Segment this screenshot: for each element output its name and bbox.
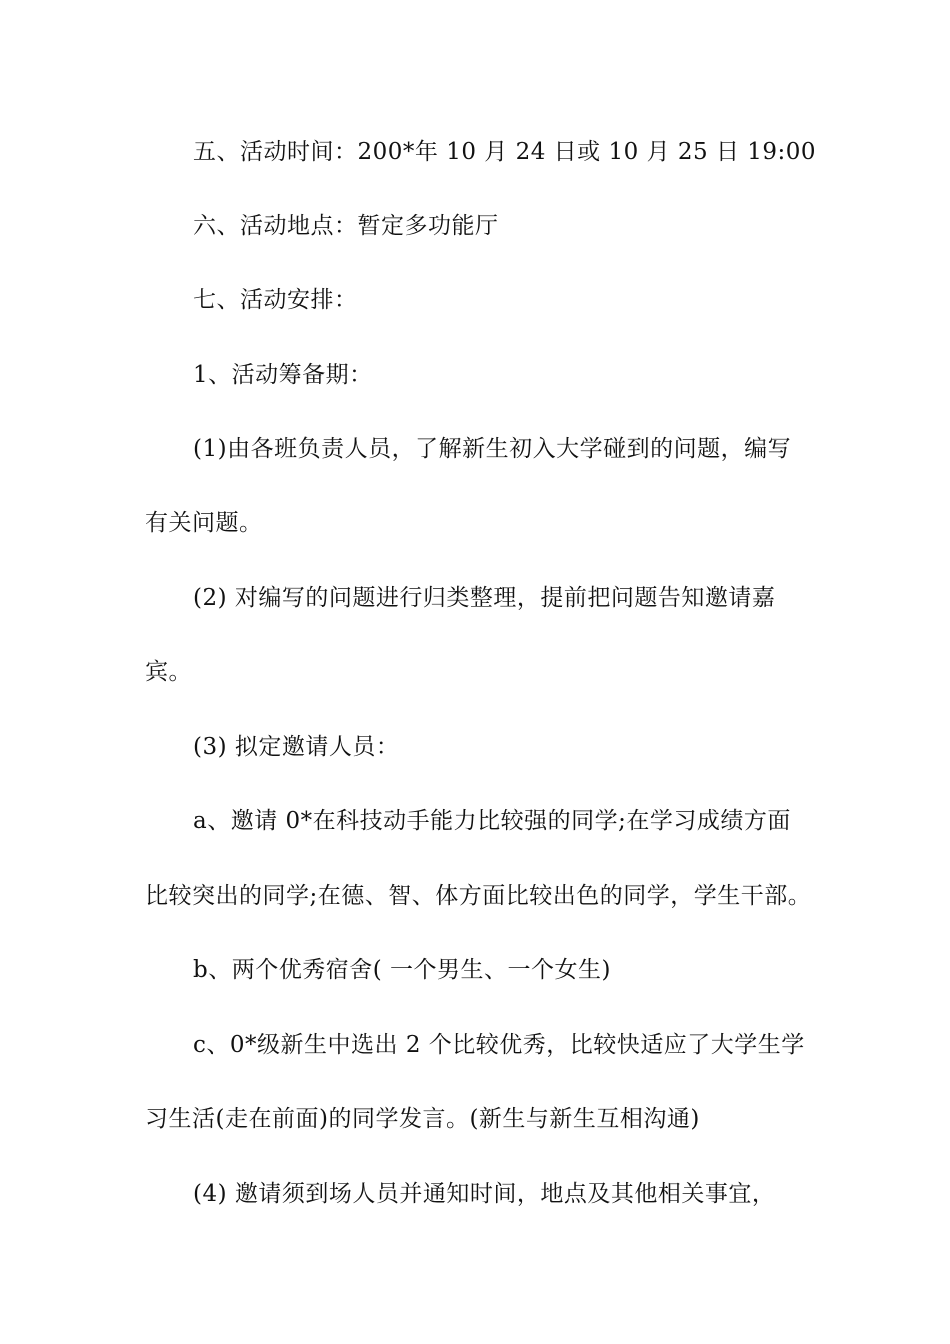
section-5-time: 五、活动时间：200*年 10 月 24 日或 10 月 25 日 19:00 (193, 139, 817, 165)
section-6-location: 六、活动地点：暂定多功能厅 (193, 213, 499, 239)
section-7-arrangement: 七、活动安排： (193, 287, 358, 313)
item-4: (4) 邀请须到场人员并通知时间，地点及其他相关事宜， (193, 1181, 776, 1207)
item-2-line-1: (2) 对编写的问题进行归类整理，提前把问题告知邀请嘉 (193, 585, 776, 611)
item-c-line-1: c、0*级新生中选出 2 个比较优秀，比较快适应了大学生学 (193, 1032, 805, 1058)
item-a-line-1: a、邀请 0*在科技动手能力比较强的同学;在学习成绩方面 (193, 808, 791, 834)
item-3: (3) 拟定邀请人员： (193, 734, 400, 760)
item-b: b、两个优秀宿舍( 一个男生、一个女生) (193, 957, 611, 983)
item-2-line-2: 宾。 (145, 659, 192, 685)
subsection-1-preparation: 1、活动筹备期： (193, 362, 373, 388)
item-1-line-2: 有关问题。 (145, 510, 263, 536)
item-a-line-2: 比较突出的同学;在德、智、体方面比较出色的同学，学生干部。 (145, 883, 812, 909)
item-1-line-1: (1)由各班负责人员，了解新生初入大学碰到的问题，编写 (193, 436, 792, 462)
item-c-line-2: 习生活(走在前面)的同学发言。(新生与新生互相沟通) (145, 1106, 700, 1132)
